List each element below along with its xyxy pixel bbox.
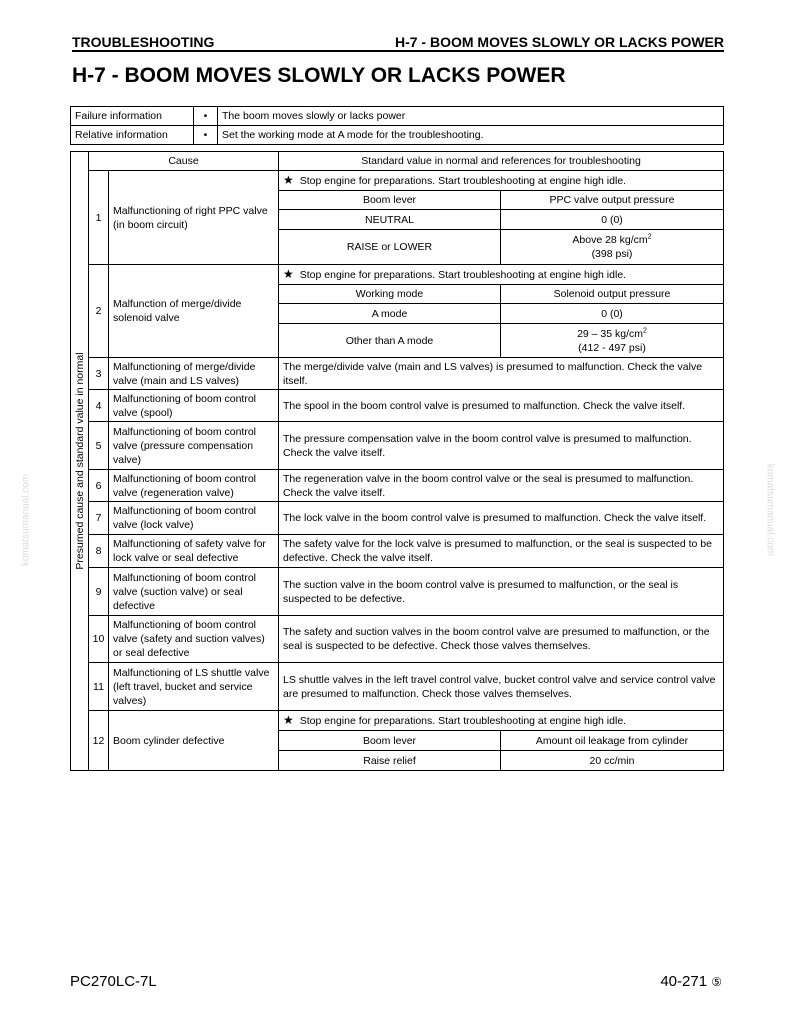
sub-header: PPC valve output pressure — [501, 191, 724, 210]
cause-reference: The pressure compensation valve in the boom control valve is presumed to malfunction. Check the valve itself. — [279, 422, 724, 470]
prep-note: ★ Stop engine for preparations. Start troubleshooting at engine high idle. — [279, 711, 724, 731]
cause-number: 5 — [89, 422, 109, 470]
cause-number: 3 — [89, 358, 109, 390]
cause-reference: The safety valve for the lock valve is presumed to malfunction, or the seal is suspected to be defective. Check the valve itself. — [279, 535, 724, 568]
sub-header: Boom lever — [279, 731, 501, 751]
cause-text: Malfunctioning of boom control valve (lock valve) — [109, 502, 279, 535]
table-row — [71, 422, 724, 470]
table-row — [71, 265, 724, 285]
sub-cell: Raise relief — [279, 751, 501, 771]
failure-info-row — [71, 107, 724, 126]
cause-reference: The suction valve in the boom control valve is presumed to malfunction, or the seal is suspected to be defective. — [279, 568, 724, 616]
cause-number: 4 — [89, 390, 109, 422]
sub-header: Working mode — [279, 285, 501, 304]
cause-text: Boom cylinder defective — [109, 711, 279, 771]
info-table — [70, 106, 724, 145]
bullet: • — [194, 126, 218, 145]
table-row — [71, 616, 724, 663]
cause-number: 2 — [89, 265, 109, 358]
table-row — [71, 568, 724, 616]
sub-cell: NEUTRAL — [279, 210, 501, 230]
sub-cell: 20 cc/min — [501, 751, 724, 771]
sub-header: Boom lever — [279, 191, 501, 210]
cause-text: Malfunctioning of boom control valve (pressure compensation valve) — [109, 422, 279, 470]
side-label-cell — [71, 152, 89, 771]
table-header-row — [71, 152, 724, 171]
cause-reference: The spool in the boom control valve is presumed to malfunction. Check the valve itself. — [279, 390, 724, 422]
sub-header: Solenoid output pressure — [501, 285, 724, 304]
cause-text: Malfunctioning of right PPC valve (in boom circuit) — [109, 171, 279, 265]
sub-cell: 0 (0) — [501, 210, 724, 230]
bullet: • — [194, 107, 218, 126]
header-topic: H-7 - BOOM MOVES SLOWLY OR LACKS POWER — [394, 34, 724, 50]
relative-info-row — [71, 126, 724, 145]
sub-cell: RAISE or LOWER — [279, 230, 501, 265]
cause-number: 11 — [89, 663, 109, 711]
troubleshooting-table — [70, 151, 724, 771]
cause-number: 10 — [89, 616, 109, 663]
cause-number: 1 — [89, 171, 109, 265]
side-label: Presumed cause and standard value in normal — [73, 352, 86, 570]
table-row — [71, 663, 724, 711]
cause-text: Malfunctioning of boom control valve (spool) — [109, 390, 279, 422]
cause-text: Malfunctioning of boom control valve (regeneration valve) — [109, 470, 279, 502]
star-icon: ★ — [283, 713, 294, 727]
footer-model: PC270LC-7L — [70, 973, 157, 990]
sub-header: Amount oil leakage from cylinder — [501, 731, 724, 751]
cause-text: Malfunctioning of safety valve for lock valve or seal defective — [109, 535, 279, 568]
cause-text: Malfunctioning of merge/divide valve (main and LS valves) — [109, 358, 279, 390]
table-row — [71, 358, 724, 390]
cause-text: Malfunction of merge/divide solenoid valve — [109, 265, 279, 358]
prep-note: ★ Stop engine for preparations. Start troubleshooting at engine high idle. — [279, 265, 724, 285]
footer-page: 40-271 ⑤ — [660, 973, 722, 990]
running-header — [72, 34, 724, 52]
header-section: TROUBLESHOOTING — [72, 34, 215, 50]
failure-info-label: Failure information — [71, 107, 194, 126]
sub-cell: Above 28 $kg/cm^2$ (398 psi) — [501, 230, 724, 265]
cause-number: 7 — [89, 502, 109, 535]
table-row — [71, 171, 724, 191]
cause-reference: The safety and suction valves in the boom control valve are presumed to malfunction, or the seal is suspected to be defective. Check those valves themselves. — [279, 616, 724, 663]
table-row — [71, 535, 724, 568]
failure-info-value: The boom moves slowly or lacks power — [218, 107, 724, 126]
sub-cell: 29 – 35 $kg/cm^2$ (412 - 497 psi) — [501, 324, 724, 358]
cause-number: 12 — [89, 711, 109, 771]
cause-text: Malfunctioning of boom control valve (suction valve) or seal defective — [109, 568, 279, 616]
watermark: komatsumanual.com — [764, 463, 776, 557]
star-icon: ★ — [283, 267, 294, 281]
cause-text: Malfunctioning of LS shuttle valve (left travel, bucket and service valves) — [109, 663, 279, 711]
table-row — [71, 390, 724, 422]
star-icon: ★ — [283, 173, 294, 187]
col-header-cause: Cause — [89, 152, 279, 171]
col-header-standard: Standard value in normal and references for troubleshooting — [279, 152, 724, 171]
cause-reference: The merge/divide valve (main and LS valves) is presumed to malfunction. Check the valve itself. — [279, 358, 724, 390]
sub-cell: Other than A mode — [279, 324, 501, 358]
table-row — [71, 502, 724, 535]
watermark: komatsumanual.com — [20, 473, 32, 567]
cause-number: 9 — [89, 568, 109, 616]
relative-info-label: Relative information — [71, 126, 194, 145]
page-title: H-7 - BOOM MOVES SLOWLY OR LACKS POWER — [72, 64, 566, 87]
revision-mark: ⑤ — [711, 975, 722, 989]
table-row — [71, 470, 724, 502]
cause-text: Malfunctioning of boom control valve (safety and suction valves) or seal defective — [109, 616, 279, 663]
relative-info-value: Set the working mode at A mode for the troubleshooting. — [218, 126, 724, 145]
cause-reference: The lock valve in the boom control valve is presumed to malfunction. Check the valve itself. — [279, 502, 724, 535]
sub-cell: 0 (0) — [501, 304, 724, 324]
prep-note: ★ Stop engine for preparations. Start troubleshooting at engine high idle. — [279, 171, 724, 191]
cause-reference: The regeneration valve in the boom control valve or the seal is presumed to malfunction. Check the valve itself. — [279, 470, 724, 502]
table-row — [71, 711, 724, 731]
sub-cell: A mode — [279, 304, 501, 324]
cause-reference: LS shuttle valves in the left travel control valve, bucket control valve and service control valve are presumed to malfunction. Check those valves themselves. — [279, 663, 724, 711]
cause-number: 6 — [89, 470, 109, 502]
cause-number: 8 — [89, 535, 109, 568]
